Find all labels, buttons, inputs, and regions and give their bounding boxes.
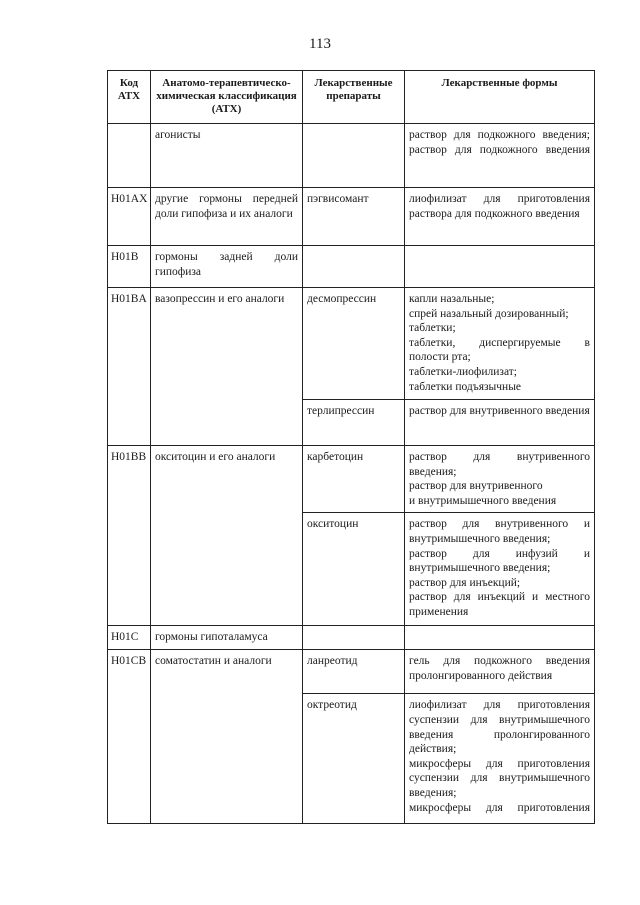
atc-classification: окситоцин и его аналоги <box>151 446 303 513</box>
dosage-form: таблетки; <box>409 322 456 335</box>
dosage-form: микросферы для приготовления суспензии для внутримышечного введения; <box>409 757 590 799</box>
table-header-row <box>108 71 595 124</box>
dosage-forms <box>405 446 595 513</box>
table-row <box>108 513 595 626</box>
drug-name: десмопрессин <box>303 288 405 400</box>
dosage-form: раствор для инъекций и местного применения <box>409 591 590 618</box>
atc-classification: соматостатин и аналоги <box>151 650 303 694</box>
drug-name: окситоцин <box>303 513 405 626</box>
table-row <box>108 246 595 288</box>
table-row <box>108 626 595 650</box>
dosage-form: таблетки подъязычные <box>409 380 522 393</box>
dosage-form: раствор для подкожного введения; <box>409 129 590 141</box>
dosage-form: спрей назальный дозированный; <box>409 307 569 320</box>
dosage-form: раствор для внутривенного введения <box>409 405 590 417</box>
atc-code: H01BB <box>108 446 151 513</box>
header-forms: Лекарственные формы <box>405 71 595 124</box>
drug-name <box>303 626 405 650</box>
page-number: 113 <box>309 36 331 52</box>
atc-classification: гормоны гипоталамуса <box>151 626 303 650</box>
table-row <box>108 650 595 694</box>
dosage-forms <box>405 188 595 246</box>
drug-name <box>303 124 405 188</box>
dosage-form: раствор для инъекций; <box>409 576 521 589</box>
dosage-form: раствор для внутривенного и внутримышечного введения; <box>409 518 590 545</box>
atc-classification <box>151 694 303 824</box>
dosage-form: лиофилизат для приготовления суспензии для внутримышечного введения пролонгированного действия; <box>409 699 590 756</box>
dosage-form: таблетки-лиофилизат; <box>409 365 517 378</box>
drug-name <box>303 246 405 288</box>
dosage-forms <box>405 124 595 188</box>
atc-drug-table <box>107 70 595 824</box>
atc-classification <box>151 400 303 446</box>
atc-classification: агонисты <box>151 124 303 188</box>
atc-code <box>108 400 151 446</box>
atc-code: H01CB <box>108 650 151 694</box>
dosage-form: раствор для инфузий и внутримышечного введения; <box>409 547 590 575</box>
dosage-forms <box>405 246 595 288</box>
drug-name: терлипрессин <box>303 400 405 446</box>
atc-classification: другие гормоны передней доли гипофиза и их аналоги <box>151 188 303 246</box>
atc-code <box>108 694 151 824</box>
atc-classification: гормоны задней доли гипофиза <box>151 246 303 288</box>
dosage-form: капли назальные; <box>409 293 495 305</box>
table-row <box>108 288 595 400</box>
table-row <box>108 400 595 446</box>
drug-name: пэгвисомант <box>303 188 405 246</box>
dosage-form: раствор для внутривенного <box>409 480 543 493</box>
drug-name: ланреотид <box>303 650 405 694</box>
table-row <box>108 124 595 188</box>
atc-classification <box>151 513 303 626</box>
atc-code <box>108 513 151 626</box>
header-classification: Анатомо-терапевтическо-химическая классификация (АТХ) <box>151 71 303 124</box>
atc-classification: вазопрессин и его аналоги <box>151 288 303 400</box>
dosage-forms <box>405 400 595 446</box>
atc-code: H01AX <box>108 188 151 246</box>
dosage-forms <box>405 513 595 626</box>
dosage-form: микросферы для приготовления <box>409 801 590 814</box>
dosage-form: таблетки, диспергируемые в полости рта; <box>409 336 590 364</box>
dosage-form: лиофилизат для приготовления раствора для подкожного введения <box>409 193 590 220</box>
table-row <box>108 694 595 824</box>
atc-code: H01C <box>108 626 151 650</box>
table-row <box>108 446 595 513</box>
dosage-form: и внутримышечного введения <box>409 494 557 507</box>
table-row <box>108 188 595 246</box>
dosage-forms <box>405 626 595 650</box>
atc-code <box>108 124 151 188</box>
dosage-form: раствор для внутривенного введения; <box>409 451 590 478</box>
atc-code: H01B <box>108 246 151 288</box>
drug-name: карбетоцин <box>303 446 405 513</box>
dosage-forms <box>405 288 595 400</box>
header-drugs: Лекарственные препараты <box>303 71 405 124</box>
dosage-forms <box>405 694 595 824</box>
dosage-forms <box>405 650 595 694</box>
drug-name: октреотид <box>303 694 405 824</box>
dosage-form: гель для подкожного введения пролонгированного действия <box>409 655 590 682</box>
atc-code: H01BA <box>108 288 151 400</box>
dosage-form: раствор для подкожного введения <box>409 143 590 156</box>
header-code: Код АТХ <box>108 71 151 124</box>
